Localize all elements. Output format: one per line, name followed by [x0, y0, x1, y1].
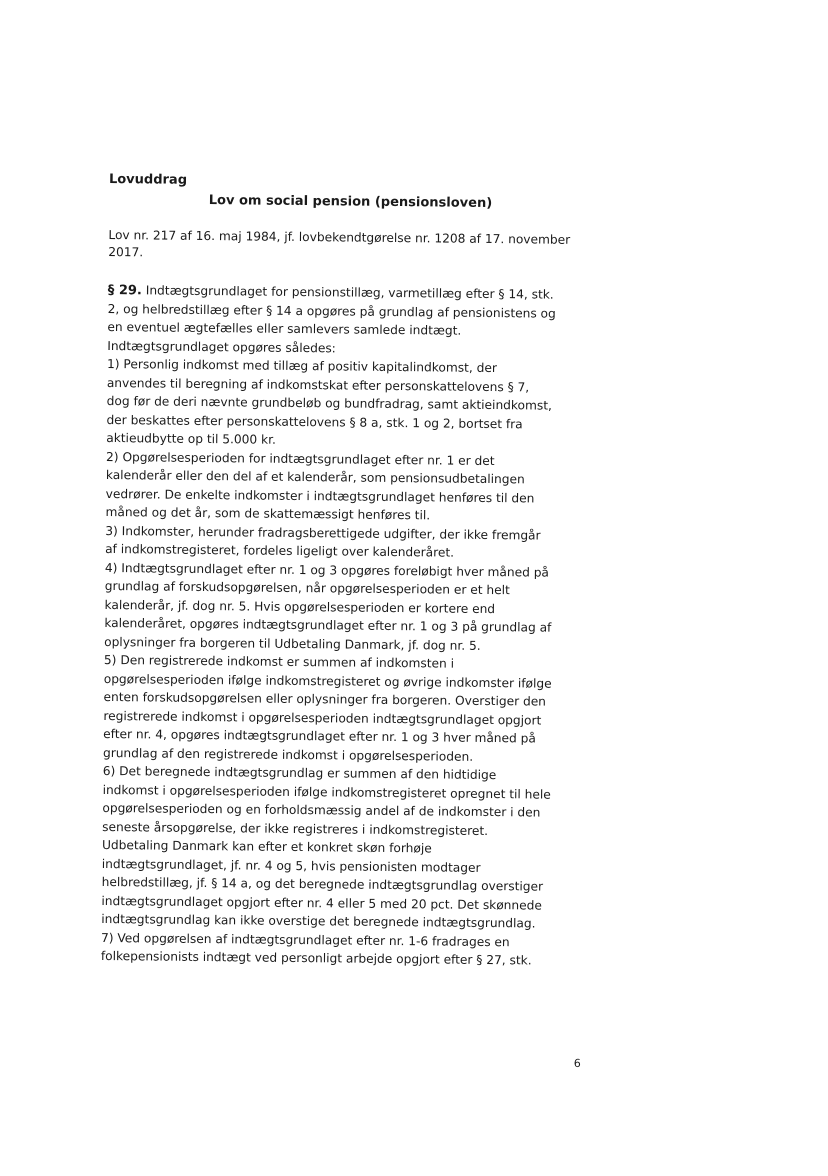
page-number: 6 [573, 1056, 581, 1070]
text-line: dog før de deri nævnte grundbeløb og bundfradrag, samt aktieindkomst, [106, 393, 552, 413]
text-line: oplysninger fra borgeren til Udbetaling Danmark, jf. dog nr. 5. [104, 634, 481, 653]
text-line: registrerede indkomst i opgørelsesperioden indtægtsgrundlaget opgjort [103, 708, 542, 728]
text-line: opgørelsesperioden og en forholdsmæssig andel af de indkomster i den [102, 800, 541, 820]
text-line: indtægtsgrundlaget, jf. nr. 4 og 5, hvis pensionisten modtager [101, 856, 481, 875]
text-line: anvendes til beregning af indkomstskat efter personskattelovens § 7, [106, 375, 530, 394]
text-line: aktieudbytte op til 5.000 kr. [106, 430, 276, 447]
text-line: af indkomstregisteret, fordeles ligeligt over kalenderåret. [105, 541, 455, 560]
text-line: Indtægtsgrundlaget opgøres således: [107, 338, 336, 355]
text-line: grundlag af den registrerede indkomst i opgørelsesperioden. [102, 745, 474, 764]
text-line: 2) Opgørelsesperioden for indtægtsgrundlaget efter nr. 1 er det [106, 449, 495, 468]
text-line: 7) Ved opgørelsen af indtægtsgrundlaget efter nr. 1-6 fradrages en [100, 930, 510, 949]
law-citation: Lov nr. 217 af 16. maj 1984, jf. lovbekendtgørelse nr. 1208 af 17. november 2017. [108, 227, 571, 260]
text-line: Udbetaling Danmark kan efter et konkret skøn forhøje [101, 837, 432, 856]
text-line: 5) Den registrerede indkomst er summen af indkomsten i [103, 652, 455, 671]
text-line: grundlag af forskudsopgørelsen, når opgørelsesperioden er et helt [104, 578, 510, 598]
text-line: kalenderår eller den del af et kalenderår, som pensionsudbetalingen [105, 467, 525, 487]
text-line: 2, og helbredstillæg efter § 14 a opgøres på grundlag af pensionistens og [107, 301, 556, 321]
text-line: helbredstillæg, jf. § 14 a, og det beregnede indtægtsgrundlag overstiger [101, 874, 544, 894]
text-line: seneste årsopgørelse, der ikke registreres i indkomstregisteret. [102, 819, 489, 838]
section-29-text [101, 281, 608, 971]
section-mark: § 29. [107, 282, 142, 299]
text-line: efter nr. 4, opgøres indtægtsgrundlaget efter nr. 1 og 3 hver måned på [103, 726, 536, 746]
text-line: kalenderår, jf. dog nr. 5. Hvis opgørelsesperioden er kortere end [104, 597, 496, 616]
document-heading: Lovuddrag [108, 171, 188, 188]
text-line: en eventuel ægtefælles eller samlevers samlede indtægt. [107, 319, 462, 338]
text-line: indtægtsgrundlaget opgjort efter nr. 4 eller 5 med 20 pct. Det skønnede [101, 893, 542, 913]
text-line: indtægtsgrundlag kan ikke overstige det beregnede indtægtsgrundlag. [101, 911, 536, 931]
text-line-content: Indtægtsgrundlaget for pensionstillæg, varmetillæg efter § 14, stk. [145, 283, 554, 302]
text-line: 3) Indkomster, herunder fradragsberettigede udgifter, der ikke fremgår [105, 523, 541, 543]
text-line: enten forskudsopgørelsen eller oplysninger fra borgeren. Overstiger den [103, 689, 547, 709]
text-line: folkepensionists indtægt ved personligt arbejde opgjort efter § 27, stk. [100, 948, 532, 968]
law-title: Lov om social pension (pensionsloven) [208, 193, 493, 212]
text-line: 4) Indtægtsgrundlaget efter nr. 1 og 3 opgøres foreløbigt hver måned på [104, 560, 550, 580]
text-line: 1) Personlig indkomst med tillæg af positiv kapitalindkomst, der [106, 356, 497, 376]
text-line: vedrører. De enkelte indkomster i indtægtsgrundlaget henføres til den [105, 486, 535, 505]
text-line: 6) Det beregnede indtægtsgrundlag er summen af den hidtidige [102, 763, 497, 783]
text-line: opgørelsesperioden ifølge indkomstregisteret og øvrige indkomster ifølge [103, 671, 552, 691]
text-line: kalenderåret, opgøres indtægtsgrundlaget efter nr. 1 og 3 på grundlag af [104, 615, 552, 635]
text-line: der beskattes efter personskattelovens § 8 a, stk. 1 og 2, bortset fra [106, 412, 523, 431]
text-line: måned og det år, som de skattemæssigt henføres til. [105, 504, 431, 523]
text-line: indkomst i opgørelsesperioden ifølge indkomstregisteret opregnet til hele [102, 782, 551, 802]
